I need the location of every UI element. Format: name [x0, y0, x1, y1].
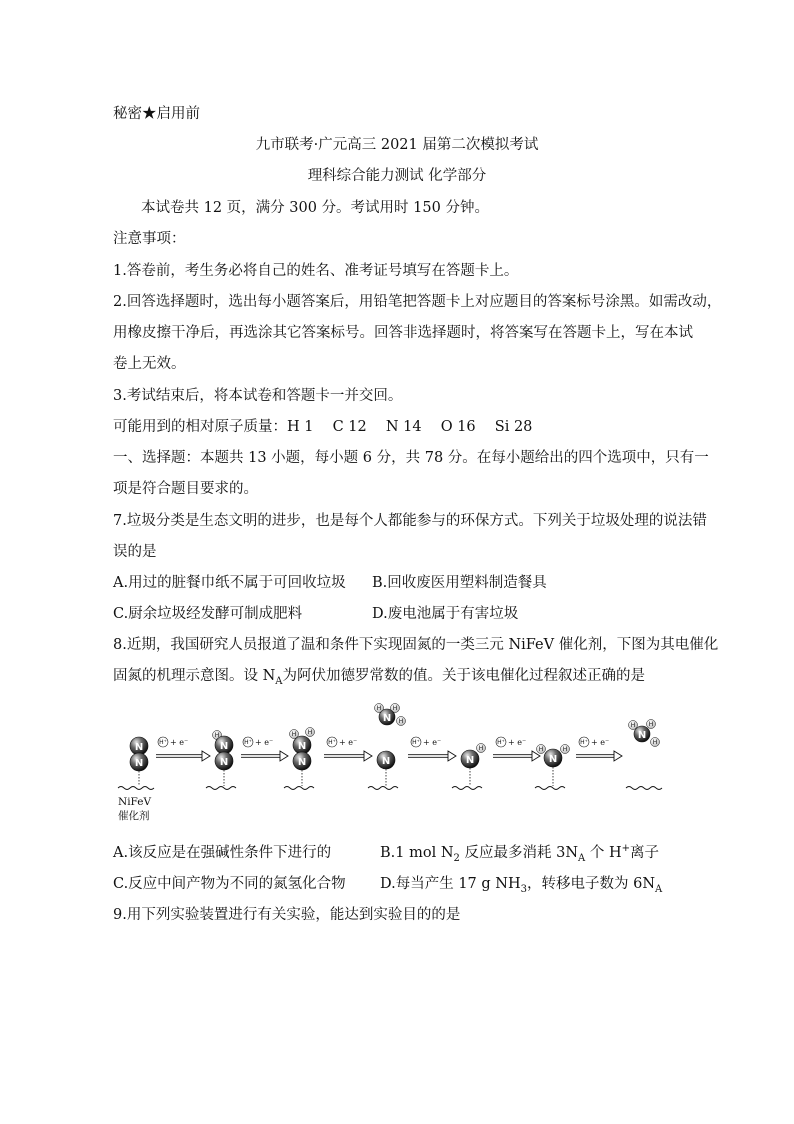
svg-text:+ e⁻: + e⁻: [591, 738, 610, 747]
note-2-line-1: 2.回答选择题时，选出每小题答案后，用铅笔把答题卡上对应题目的答案标号涂黑。如需改动，: [113, 294, 722, 310]
arrow-3: [324, 737, 372, 761]
svg-text:H: H: [648, 721, 654, 728]
arrow-2: [241, 737, 288, 761]
note-1: 1.答卷前，考生务必将自己的姓名、准考证号填写在答题卡上。: [113, 263, 519, 279]
arrow-6: [576, 737, 622, 761]
note-3: 3.考试结束后，将本试卷和答题卡一并交回。: [113, 388, 403, 404]
svg-text:N: N: [219, 741, 229, 752]
svg-text:+ e⁻: + e⁻: [339, 738, 358, 747]
svg-text:N: N: [465, 755, 475, 766]
section-heading-line-1: 一、选择题：本题共 13 小题，每小题 6 分，共 78 分。在每小题给出的四个选项中，只有一: [113, 450, 709, 466]
q7-stem-line-1: 7.垃圾分类是生态文明的进步，也是每个人都能参与的环保方式。下列关于垃圾处理的说法错: [113, 513, 707, 529]
q7-option-c: C.厨余垃圾经发酵可制成肥料: [113, 606, 303, 622]
svg-text:N: N: [382, 713, 392, 724]
svg-text:H: H: [538, 746, 544, 753]
svg-text:N: N: [381, 756, 391, 767]
atomic-masses: 可能用到的相对原子质量：H 1 C 12 N 14 O 16 Si 28: [113, 419, 533, 435]
q8-stem-line-1: 8.近期，我国研究人员报道了温和条件下实现固氮的一类三元 NiFeV 催化剂，下图为其电催化: [113, 637, 719, 653]
svg-text:H⁺: H⁺: [244, 739, 252, 746]
q8-option-d: D.每当产生 17 g $NH_3$，转移电子数为 $6N_A$: [380, 876, 663, 895]
svg-text:+ e⁻: + e⁻: [170, 738, 189, 747]
svg-text:H: H: [291, 731, 297, 738]
svg-text:H: H: [392, 705, 398, 712]
exam-subtitle: 理科综合能力测试 化学部分: [307, 168, 487, 184]
svg-text:H: H: [478, 745, 484, 752]
q8-option-a: A.该反应是在强碱性条件下进行的: [113, 845, 332, 861]
svg-text:H: H: [630, 722, 636, 729]
svg-text:H⁺: H⁺: [497, 739, 505, 746]
svg-text:H: H: [398, 718, 404, 725]
mechanism-diagram: [110, 696, 680, 824]
svg-text:N: N: [219, 757, 229, 768]
q7-option-a: A.用过的脏餐巾纸不属于可回收垃圾: [113, 575, 346, 591]
notes-heading: 注意事项：: [113, 231, 186, 247]
stage-1-n2: [118, 737, 154, 790]
q7-option-b: B.回收废医用塑料制造餐具: [372, 575, 547, 591]
catalyst-label-line-1: NiFeV: [118, 796, 152, 808]
q8-option-c: C.反应中间产物为不同的氮氢化合物: [113, 876, 346, 892]
svg-text:N: N: [548, 754, 558, 765]
svg-text:H: H: [214, 732, 220, 739]
svg-text:H: H: [376, 705, 382, 712]
section-heading-line-2: 项是符合题目要求的。: [113, 481, 258, 497]
q8-option-b: B.1 mol $N_2$ 反应最多消耗 $3N_A$ 个 H+离子: [380, 843, 660, 864]
arrow-1: [156, 737, 210, 761]
q8-stem-line-2: 固氮的机理示意图。设 $N_A$为阿伏加德罗常数的值。关于该电催化过程叙述正确的是: [113, 668, 646, 687]
svg-text:H⁺: H⁺: [412, 739, 420, 746]
note-2-line-2: 用橡皮擦干净后，再选涂其它答案标号。回答非选择题时，将答案写在答题卡上，写在本试: [113, 325, 693, 341]
svg-text:N: N: [637, 730, 647, 741]
svg-text:N: N: [297, 757, 307, 768]
svg-text:N: N: [134, 758, 144, 769]
stage-5-nh: [452, 744, 486, 790]
svg-text:N: N: [297, 741, 307, 752]
svg-text:N: N: [134, 742, 144, 753]
stage-3-n2h2: [284, 728, 315, 790]
catalyst-label-line-2: 催化剂: [118, 810, 150, 822]
svg-text:+ e⁻: + e⁻: [255, 738, 274, 747]
q9-stem: 9.用下列实验装置进行有关实验，能达到实验目的的是: [113, 907, 461, 923]
svg-text:H⁺: H⁺: [328, 739, 336, 746]
q7-stem-line-2: 误的是: [113, 544, 157, 560]
svg-text:+ e⁻: + e⁻: [423, 738, 442, 747]
note-2-line-3: 卷上无效。: [113, 356, 186, 372]
exam-intro: 本试卷共 12 页，满分 300 分。考试用时 150 分钟。: [141, 200, 489, 216]
stage-4-nh3-release: [368, 704, 406, 790]
exam-title: 九市联考·广元高三 2021 届第二次模拟考试: [255, 137, 539, 153]
svg-text:+ e⁻: + e⁻: [508, 738, 527, 747]
q7-option-d: D.废电池属于有害垃圾: [372, 606, 519, 622]
arrow-5: [493, 737, 540, 761]
stage-7-nh3: [626, 720, 662, 790]
svg-text:H: H: [562, 746, 568, 753]
svg-text:H⁺: H⁺: [580, 739, 588, 746]
arrow-4: [408, 737, 456, 761]
svg-text:H: H: [307, 729, 313, 736]
stage-2-n2h: [206, 731, 236, 790]
secret-mark: 秘密★启用前: [113, 106, 200, 122]
svg-text:H: H: [652, 739, 658, 746]
stage-6-nh2: [535, 745, 570, 790]
svg-text:H⁺: H⁺: [159, 739, 167, 746]
